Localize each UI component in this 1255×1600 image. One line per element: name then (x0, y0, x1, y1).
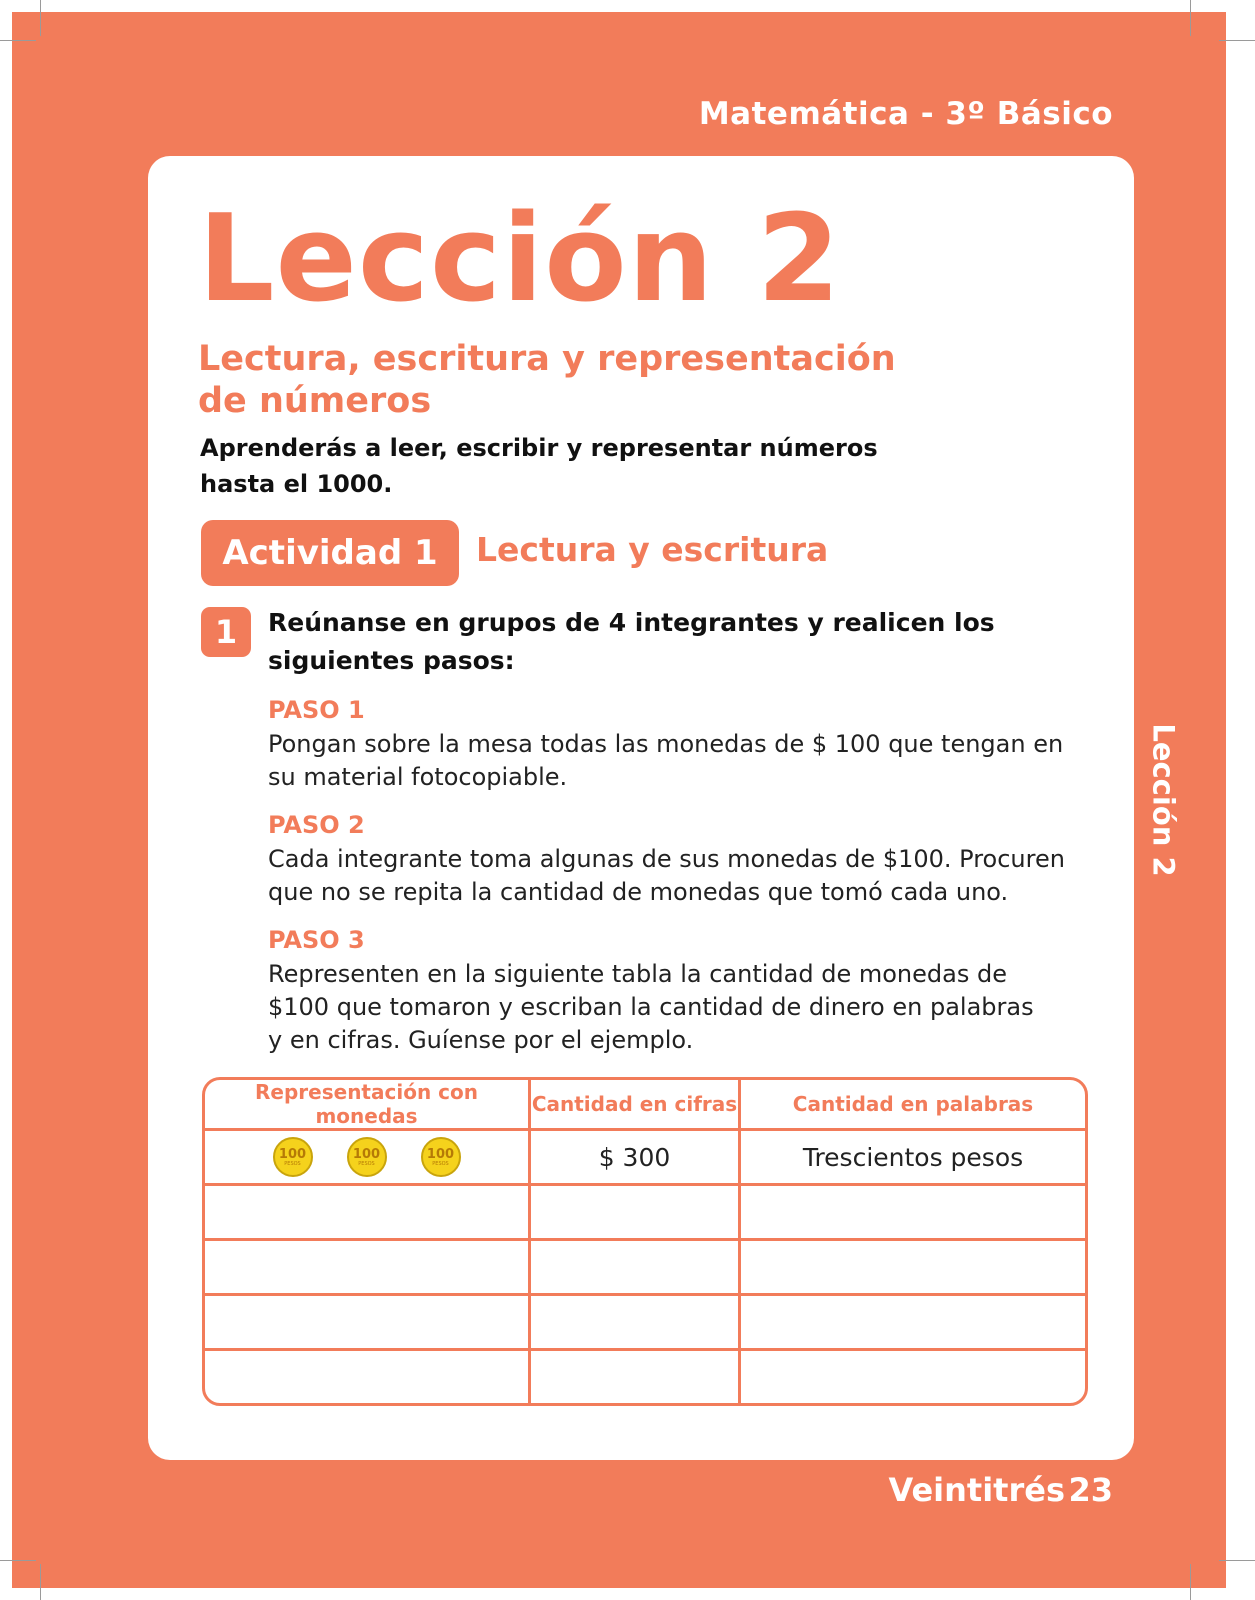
header-coins: Representación con monedas (205, 1080, 531, 1131)
step-3-title: PASO 3 (268, 926, 365, 954)
step-2-title: PASO 2 (268, 811, 365, 839)
page-number-word: Veintitrés (888, 1471, 1065, 1509)
step-2-text: Cada integrante toma algunas de sus monedas de $100. Procuren que no se repita la cantidad de monedas que tomó cada uno. (268, 845, 1065, 906)
words-input-cell[interactable] (741, 1241, 1085, 1296)
subject-header: Matemática - 3º Básico (698, 96, 1113, 132)
crop-mark (40, 0, 41, 36)
page-number: 23 (1068, 1471, 1113, 1509)
figures-input-cell[interactable] (531, 1186, 741, 1241)
lesson-title: Lección 2 (198, 190, 842, 329)
lesson-subtitle: Lectura, escritura y representación de números (198, 339, 896, 421)
figures-input-cell[interactable] (531, 1241, 741, 1296)
coins-input-cell[interactable] (205, 1186, 531, 1241)
words-input-cell[interactable] (741, 1351, 1085, 1403)
words-cell: Trescientos pesos (741, 1131, 1085, 1186)
header-figures: Cantidad en cifras (531, 1080, 741, 1131)
side-lesson-label: Lección 2 (1147, 723, 1181, 877)
crop-mark (1219, 1560, 1255, 1561)
figures-input-cell[interactable] (531, 1351, 741, 1403)
table-row (205, 1351, 1085, 1403)
step-1-title: PASO 1 (268, 696, 365, 724)
money-table (202, 1077, 1088, 1406)
figures-input-cell[interactable] (531, 1296, 741, 1351)
crop-mark (0, 1560, 36, 1561)
coins-input-cell[interactable] (205, 1241, 531, 1296)
coins-input-cell[interactable] (205, 1296, 531, 1351)
question-number-badge: 1 (201, 607, 251, 657)
lesson-goal: Aprenderás a leer, escribir y representar números hasta el 1000. (200, 434, 878, 498)
crop-mark (1219, 40, 1255, 41)
figures-cell: $ 300 (531, 1131, 741, 1186)
step-1-text: Pongan sobre la mesa todas las monedas de $ 100 que tengan en su material fotocopiable. (268, 730, 1064, 791)
coin-group (205, 1137, 528, 1177)
coin-100-icon: 100 PESOS (347, 1137, 387, 1177)
crop-mark (1190, 1564, 1191, 1600)
crop-mark (40, 1564, 41, 1600)
activity-name: Lectura y escritura (476, 530, 829, 569)
activity-badge: Actividad 1 (201, 520, 459, 586)
coins-input-cell[interactable] (205, 1351, 531, 1403)
words-input-cell[interactable] (741, 1296, 1085, 1351)
side-lesson-tab (1140, 725, 1188, 875)
coins-cell (205, 1131, 531, 1186)
coin-100-icon: 100 PESOS (421, 1137, 461, 1177)
table-row (205, 1186, 1085, 1241)
step-3-text: Representen en la siguiente tabla la cantidad de monedas de $100 que tomaron y escriban la cantidad de dinero en palabras y en cifras. Guíense por el ejemplo. (268, 960, 1034, 1054)
table-row-example (205, 1131, 1085, 1186)
question-text: Reúnanse en grupos de 4 integrantes y realicen los siguientes pasos: (268, 608, 995, 675)
words-input-cell[interactable] (741, 1186, 1085, 1241)
coin-100-icon: 100 PESOS (273, 1137, 313, 1177)
table-row (205, 1241, 1085, 1296)
crop-mark (0, 40, 36, 41)
crop-mark (1190, 0, 1191, 36)
table-row (205, 1296, 1085, 1351)
header-words: Cantidad en palabras (741, 1080, 1085, 1131)
table-header-row (205, 1080, 1085, 1131)
